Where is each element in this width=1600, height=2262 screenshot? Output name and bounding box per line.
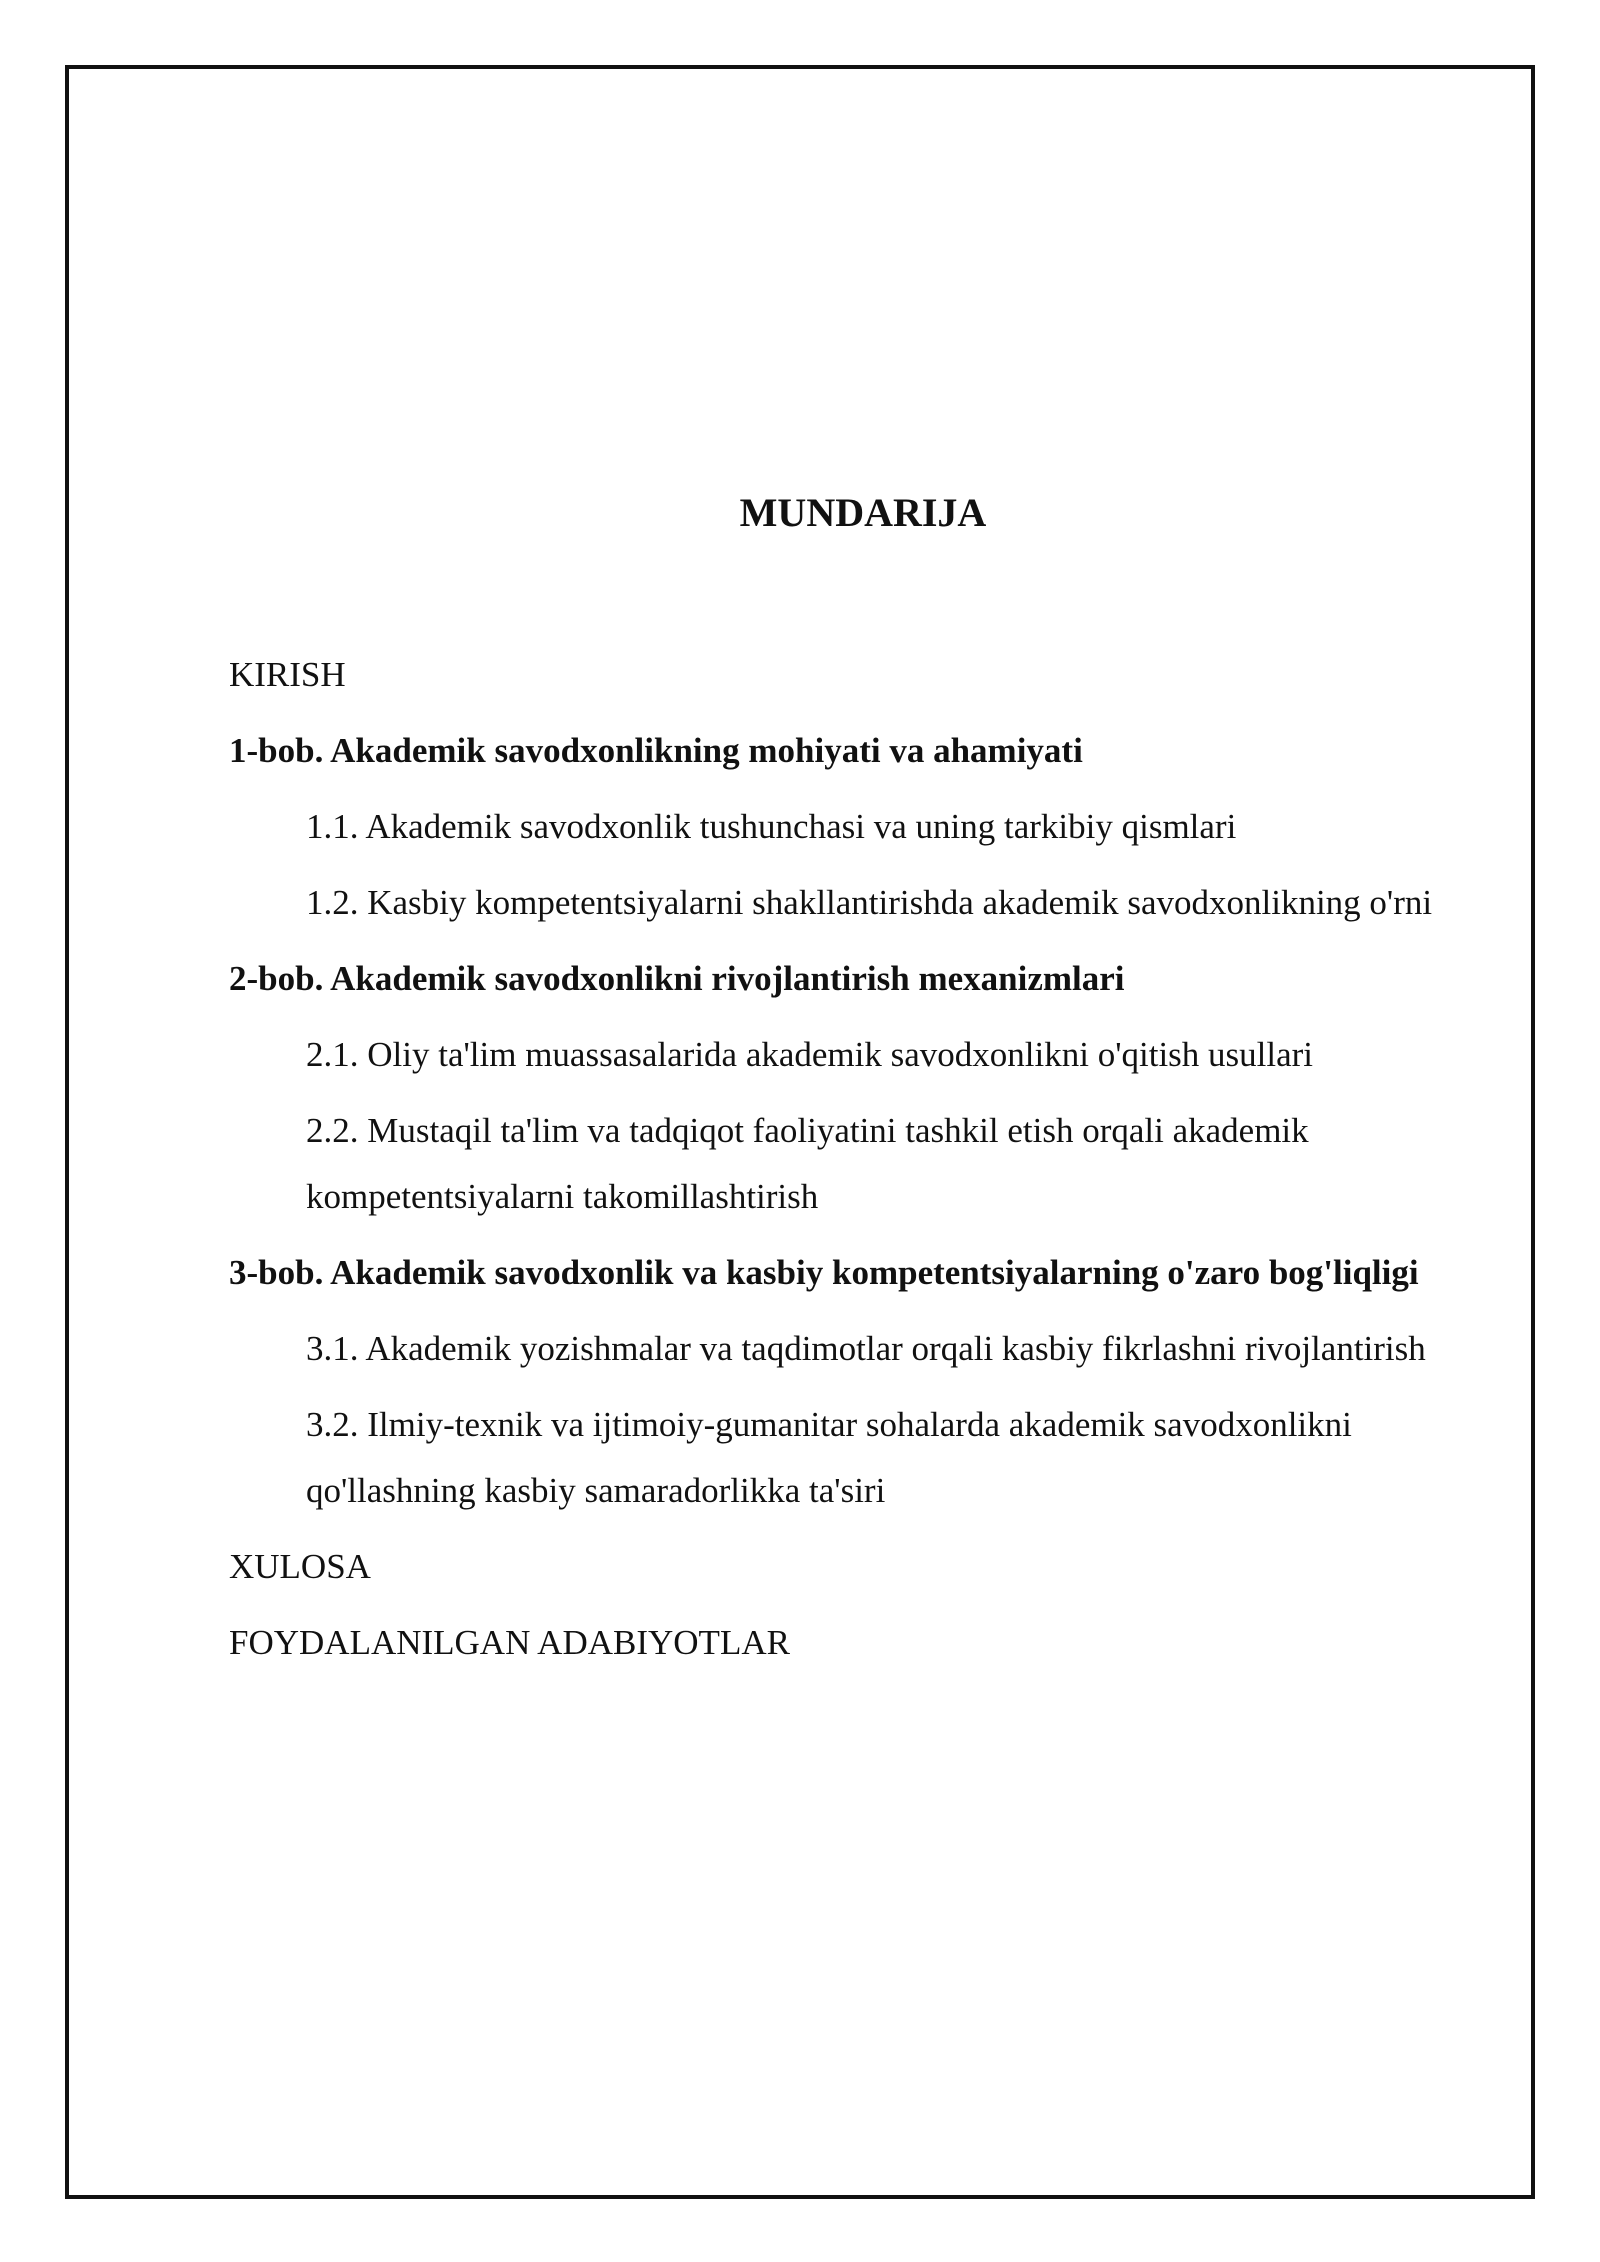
toc-entry-conclusion: XULOSA — [229, 1547, 371, 1586]
toc-entry-references: FOYDALANILGAN ADABIYOTLAR — [229, 1623, 790, 1662]
toc-section-3-1: 3.1. Akademik yozishmalar va taqdimotlar orqali kasbiy fikrlashni rivojlantirish — [306, 1329, 1426, 1368]
toc-section-1-2: 1.2. Kasbiy kompetentsiyalarni shakllantirishda akademik savodxonlikning o'rni — [306, 883, 1433, 922]
toc-chapter-3: 3-bob. Akademik savodxonlik va kasbiy kompetentsiyalarning o'zaro bog'liqligi — [229, 1253, 1419, 1292]
page-title: MUNDARIJA — [739, 489, 987, 535]
toc-section-3-2: 3.2. Ilmiy-texnik va ijtimoiy-gumanitar sohalarda akademik savodxonlikni qo'llashning kasbiy samaradorlikka ta'siri — [306, 1405, 1352, 1510]
toc-chapter-1: 1-bob. Akademik savodxonlikning mohiyati va ahamiyati — [229, 731, 1083, 770]
toc-section-2-1: 2.1. Oliy ta'lim muassasalarida akademik savodxonlikni o'qitish usullari — [306, 1035, 1314, 1074]
toc-section-2-2: 2.2. Mustaqil ta'lim va tadqiqot faoliyatini tashkil etish orqali akademik kompetentsiyalarni takomillashtirish — [306, 1111, 1309, 1216]
toc-section-1-1: 1.1. Akademik savodxonlik tushunchasi va uning tarkibiy qismlari — [306, 807, 1237, 846]
table-of-contents — [229, 642, 1479, 1686]
toc-entry-introduction: KIRISH — [229, 655, 346, 694]
toc-chapter-2: 2-bob. Akademik savodxonlikni rivojlantirish mexanizmlari — [229, 959, 1125, 998]
